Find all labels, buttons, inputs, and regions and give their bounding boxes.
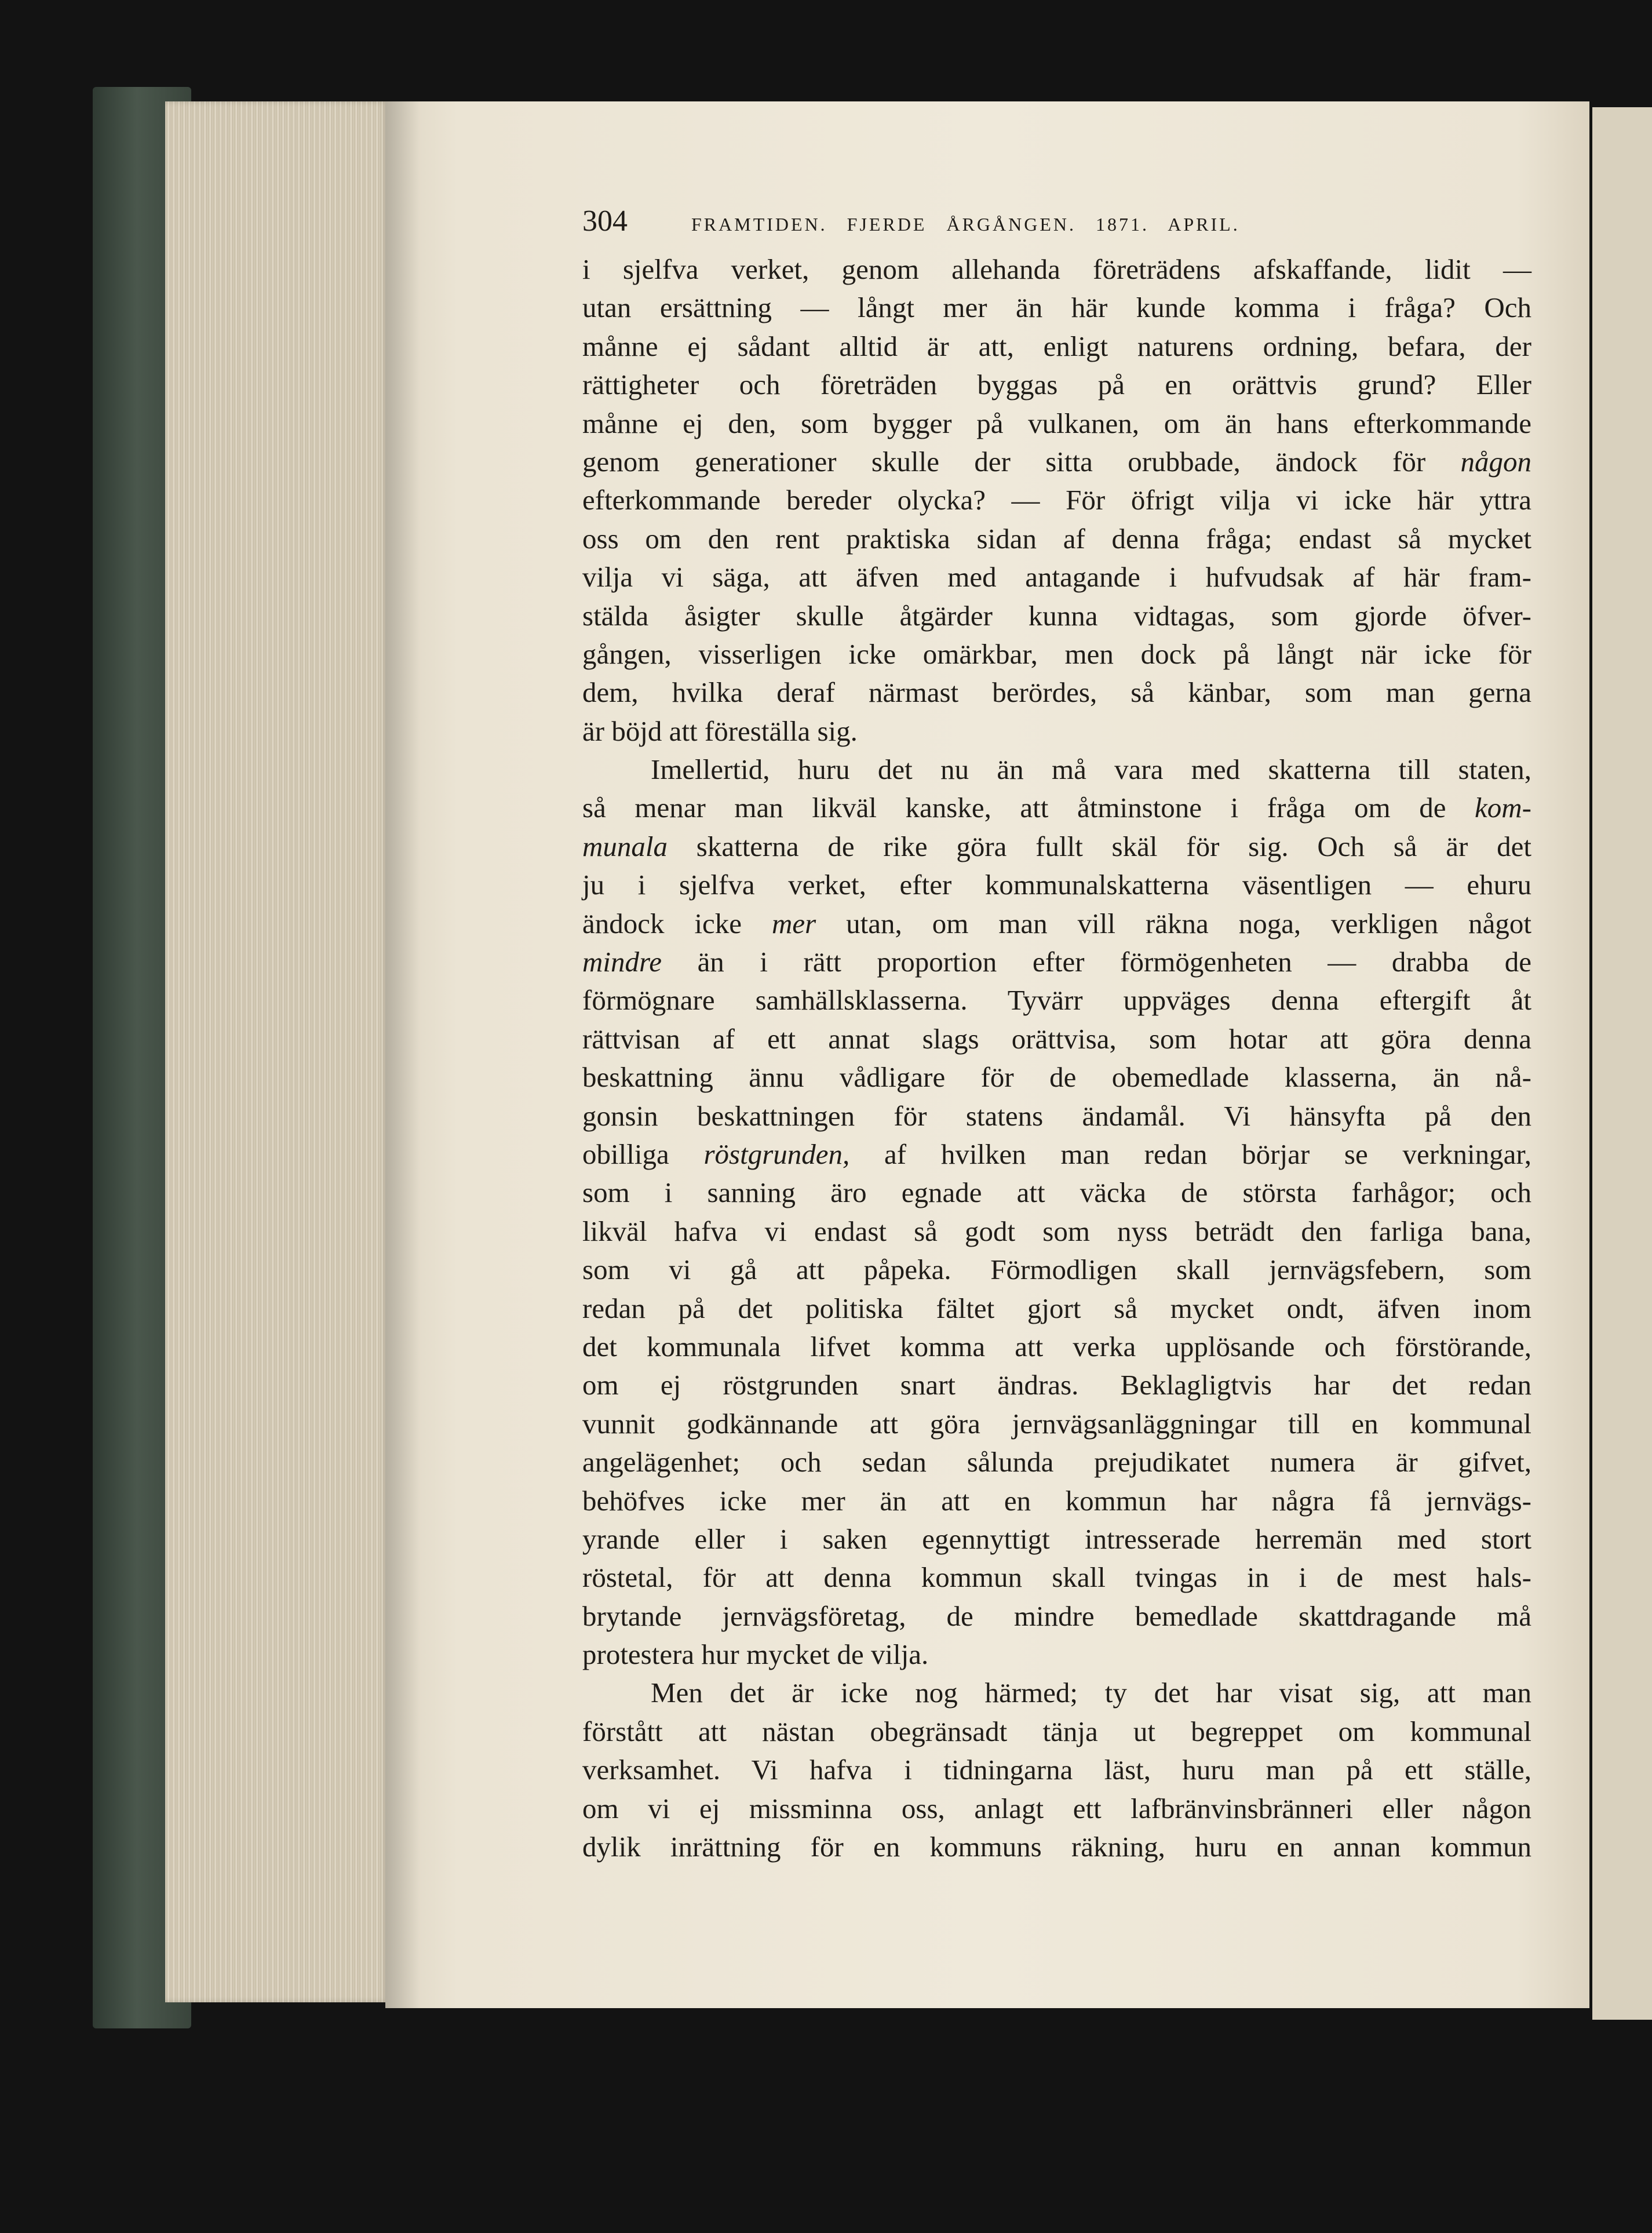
line-text: än i rätt proportion efter förmögenheten — drabba de <box>662 946 1531 978</box>
text-line <box>582 405 1531 443</box>
running-header <box>582 204 1531 250</box>
line-text: rättigheter och företräden byggas på en orättvis grund? Eller <box>582 369 1531 401</box>
text-line <box>582 558 1531 596</box>
text-line <box>582 1635 1531 1674</box>
text-line <box>582 1597 1531 1635</box>
line-text: dylik inrättning för en kommuns räkning, huru en annan kommun <box>582 1831 1531 1863</box>
text-line <box>582 1443 1531 1481</box>
body-text <box>582 250 1531 1866</box>
text-line <box>582 981 1531 1019</box>
page-number: 304 <box>582 205 628 238</box>
line-text: vilja vi säga, att äfven med antagande i hufvudsak af här fram- <box>582 561 1531 593</box>
line-text: månne ej sådant alltid är att, enligt naturens ordning, befara, der <box>582 330 1531 362</box>
text-line <box>582 366 1531 404</box>
line-text: dem, hvilka deraf närmast berördes, så känbar, som man gerna <box>582 676 1531 709</box>
text-line <box>582 1328 1531 1366</box>
italic-text: kom- <box>1475 792 1531 824</box>
line-text: likväl hafva vi endast så godt som nyss beträdt den farliga bana, <box>582 1215 1531 1247</box>
line-text: ändock icke <box>582 907 772 939</box>
text-line <box>582 289 1531 327</box>
line-text: det kommunala lifvet komma att verka upplösande och förstörande, <box>582 1330 1531 1363</box>
line-text: angelägenhet; och sedan sålunda prejudikatet numera är gifvet, <box>582 1446 1531 1478</box>
line-text: utan ersättning — långt mer än här kunde komma i fråga? Och <box>582 292 1531 324</box>
line-text: skatterna de rike göra fullt skäl för sig. Och så är det <box>668 830 1531 862</box>
page-edges <box>165 101 388 2002</box>
text-line <box>582 828 1531 866</box>
text-line <box>582 1097 1531 1135</box>
line-text: gonsin beskattningen för statens ändamål. Vi hänsyfta på den <box>582 1099 1531 1132</box>
line-text: som i sanning äro egnade att väcka de största farhågor; och <box>582 1176 1531 1209</box>
line-text: i sjelfva verket, genom allehanda företrädens afskaffande, lidit — <box>582 253 1531 285</box>
text-line <box>582 481 1531 519</box>
text-line <box>582 1482 1531 1520</box>
line-text: om ej röstgrunden snart ändras. Beklagligtvis har det redan <box>582 1369 1531 1401</box>
line-text: oss om den rent praktiska sidan af denna fråga; endast så mycket <box>582 522 1531 555</box>
line-text: genom generationer skulle der sitta orubbade, ändock för <box>582 445 1461 478</box>
line-text: Imellertid, huru det nu än må vara med skatterna till staten, <box>651 753 1531 786</box>
line-text: vunnit godkännande att göra jernvägsanläggningar till en kommunal <box>582 1407 1531 1440</box>
line-text: af hvilken man redan börjar se verkningar, <box>849 1138 1531 1170</box>
italic-text: mindre <box>582 946 662 978</box>
line-text: obilliga <box>582 1138 704 1170</box>
line-text: stälda åsigter skulle åtgärder kunna vidtagas, som gjorde öfver- <box>582 599 1531 632</box>
line-text: utan, om man vill räkna noga, verkligen något <box>816 907 1531 939</box>
text-line <box>582 1558 1531 1597</box>
text-line <box>582 1174 1531 1212</box>
text-line <box>582 597 1531 635</box>
italic-text: röstgrunden, <box>703 1138 850 1170</box>
line-text: beskattning ännu vådligare för de obemedlade klasserna, än nå- <box>582 1061 1531 1094</box>
text-line <box>582 1520 1531 1558</box>
line-text: behöfves icke mer än att en kommun har några få jernvägs- <box>582 1484 1531 1517</box>
line-text: rättvisan af ett annat slags orättvisa, som hotar att göra denna <box>582 1022 1531 1055</box>
line-text: redan på det politiska fältet gjort så mycket ondt, äfven inom <box>582 1292 1531 1324</box>
text-line <box>582 1058 1531 1097</box>
text-line <box>582 712 1531 751</box>
line-text: förmögnare samhällsklasserna. Tyvärr uppväges denna eftergift åt <box>582 984 1531 1017</box>
text-line <box>582 443 1531 481</box>
text-line <box>582 673 1531 712</box>
line-text: månne ej den, som bygger på vulkanen, om än hans efterkommande <box>582 407 1531 439</box>
text-line <box>582 327 1531 366</box>
line-text: förstått att nästan obegränsadt tänja ut begreppet om kommunal <box>582 1715 1531 1747</box>
line-text: gången, visserligen icke omärkbar, men dock på långt när icke för <box>582 638 1531 670</box>
line-text: röstetal, för att denna kommun skall tvingas in i de mest hals- <box>582 1561 1531 1594</box>
line-text: så menar man likväl kanske, att åtminstone i fråga om de <box>582 792 1475 824</box>
text-line <box>582 635 1531 673</box>
italic-text: någon <box>1460 445 1531 478</box>
text-line <box>582 1251 1531 1289</box>
line-text: som vi gå att påpeka. Förmodligen skall jernvägsfebern, som <box>582 1254 1531 1286</box>
line-text: ju i sjelfva verket, efter kommunalskatterna väsentligen — ehuru <box>582 869 1531 901</box>
text-line <box>582 1751 1531 1789</box>
line-text: om vi ej missminna oss, anlagt ett lafbränvinsbränneri eller någon <box>582 1792 1531 1824</box>
text-line <box>582 250 1531 289</box>
text-line <box>582 1135 1531 1174</box>
italic-text: munala <box>582 830 668 862</box>
text-line <box>582 1212 1531 1251</box>
line-text: Men det är icke nog härmed; ty det har visat sig, att man <box>651 1677 1531 1709</box>
next-page-edge <box>1592 107 1652 2020</box>
line-text: efterkommande bereder olycka? — För öfrigt vilja vi icke här yttra <box>582 484 1531 516</box>
text-line <box>582 943 1531 981</box>
line-text: protestera hur mycket de vilja. <box>582 1638 929 1671</box>
text-line <box>582 866 1531 904</box>
gutter-shadow <box>385 101 420 2008</box>
text-line <box>582 1674 1531 1712</box>
text-line <box>582 1366 1531 1404</box>
text-line <box>582 1405 1531 1443</box>
text-line <box>582 789 1531 827</box>
text-line <box>582 751 1531 789</box>
text-line <box>582 1828 1531 1866</box>
running-head: FRAMTIDEN. FJERDE ÅRGÅNGEN. 1871. APRIL. <box>691 214 1240 235</box>
line-text: yrande eller i saken egennyttigt intresserade herremän med stort <box>582 1522 1531 1555</box>
text-line <box>582 1713 1531 1751</box>
line-text: verksamhet. Vi hafva i tidningarna läst, huru man på ett ställe, <box>582 1754 1531 1786</box>
line-text: brytande jernvägsföretag, de mindre bemedlade skattdragande må <box>582 1600 1531 1632</box>
text-line <box>582 1790 1531 1828</box>
text-line <box>582 520 1531 558</box>
line-text: är böjd att föreställa sig. <box>582 715 858 747</box>
page-text <box>582 204 1531 1866</box>
text-line <box>582 1289 1531 1328</box>
italic-text: mer <box>772 907 816 939</box>
text-line <box>582 905 1531 943</box>
text-line <box>582 1020 1531 1058</box>
